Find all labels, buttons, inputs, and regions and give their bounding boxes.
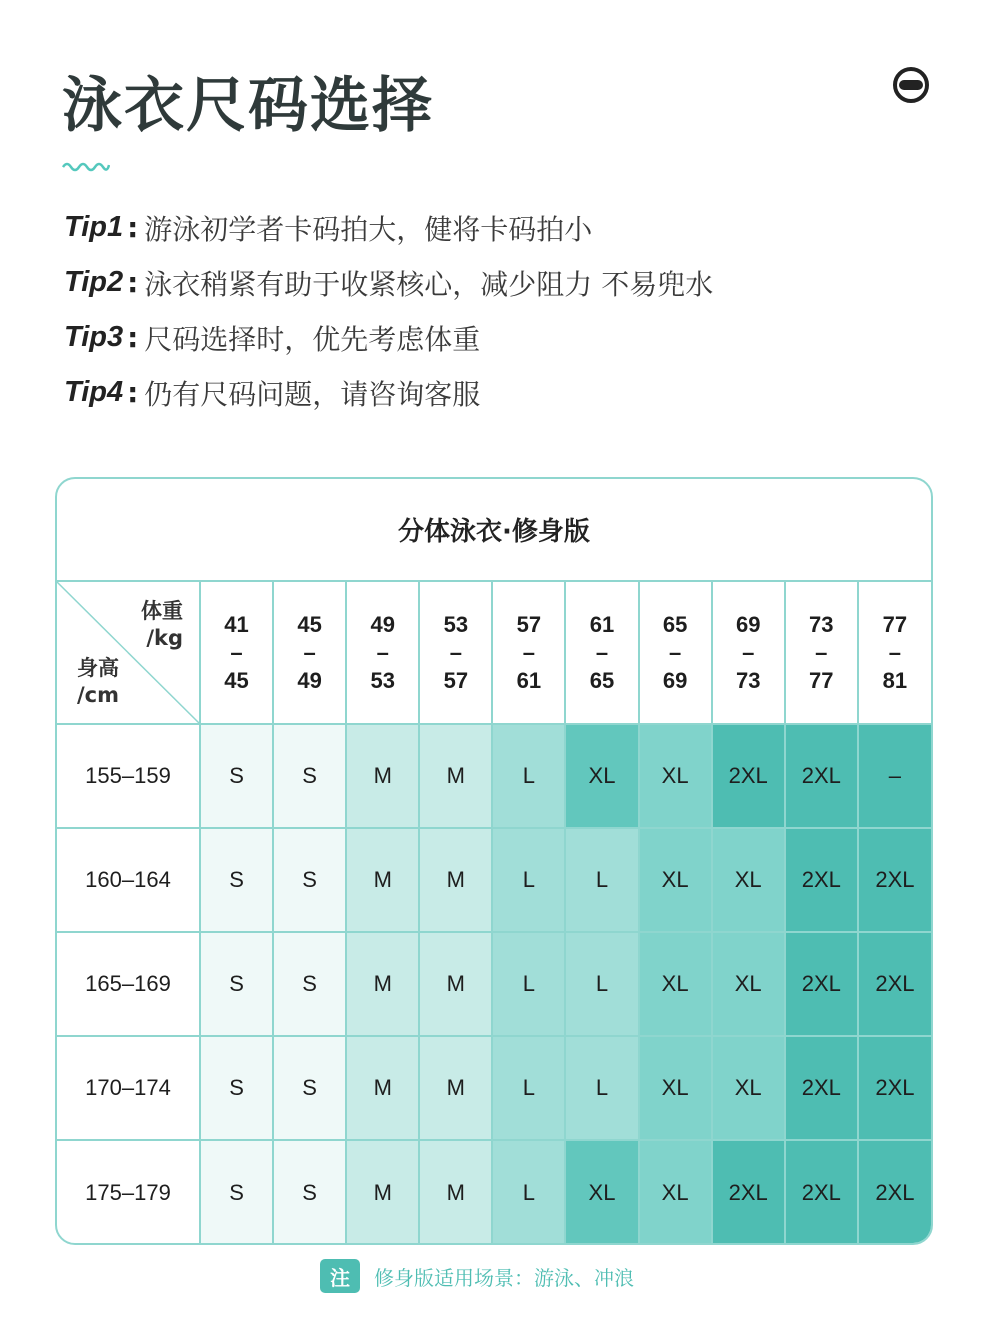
size-cell: L bbox=[492, 724, 565, 828]
tip-text: 尺码选择时，优先考虑体重 bbox=[144, 322, 481, 356]
tip-item: Tip2 : 泳衣稍紧有助于收紧核心，减少阻力 不易兜水 bbox=[64, 255, 713, 310]
weight-range-header: 73 – 77 bbox=[785, 582, 858, 724]
size-cell: S bbox=[200, 932, 273, 1036]
size-cell: S bbox=[273, 932, 346, 1036]
weight-range-header: 61 – 65 bbox=[565, 582, 638, 724]
size-cell: S bbox=[200, 724, 273, 828]
tip-text: 泳衣稍紧有助于收紧核心，减少阻力 不易兜水 bbox=[144, 267, 714, 301]
size-cell: M bbox=[346, 932, 419, 1036]
size-cell: L bbox=[492, 1036, 565, 1140]
size-cell: M bbox=[346, 1036, 419, 1140]
size-cell: XL bbox=[712, 828, 785, 932]
height-range-cell: 165–169 bbox=[57, 932, 200, 1036]
table-row bbox=[57, 1140, 931, 1244]
size-cell: XL bbox=[565, 724, 638, 828]
height-range-cell: 175–179 bbox=[57, 1140, 200, 1244]
table-row bbox=[57, 724, 931, 828]
weight-range-header: 41 – 45 bbox=[200, 582, 273, 724]
size-cell: M bbox=[419, 724, 492, 828]
table-row bbox=[57, 932, 931, 1036]
size-cell: 2XL bbox=[785, 932, 858, 1036]
size-cell: XL bbox=[712, 1036, 785, 1140]
size-cell: 2XL bbox=[785, 1140, 858, 1244]
table-row bbox=[57, 828, 931, 932]
table-row bbox=[57, 1036, 931, 1140]
size-table-card bbox=[55, 477, 933, 1245]
weight-label: 体重 bbox=[141, 599, 183, 623]
tip-text: 仍有尺码问题，请咨询客服 bbox=[144, 377, 481, 411]
height-range-cell: 160–164 bbox=[57, 828, 200, 932]
footnote bbox=[320, 1259, 634, 1293]
size-cell: 2XL bbox=[785, 828, 858, 932]
tips-list bbox=[64, 200, 713, 420]
size-cell: 2XL bbox=[858, 932, 931, 1036]
size-cell: 2XL bbox=[785, 724, 858, 828]
size-cell: S bbox=[273, 1140, 346, 1244]
height-label: 身高 bbox=[77, 656, 119, 680]
weight-range-header: 65 – 69 bbox=[639, 582, 712, 724]
size-cell: XL bbox=[639, 828, 712, 932]
size-cell: M bbox=[346, 724, 419, 828]
tip-item: Tip4 : 仍有尺码问题，请咨询客服 bbox=[64, 365, 713, 420]
size-cell: 2XL bbox=[858, 828, 931, 932]
tip-item: Tip3 : 尺码选择时，优先考虑体重 bbox=[64, 310, 713, 365]
size-cell: XL bbox=[565, 1140, 638, 1244]
weight-header-row bbox=[57, 582, 931, 724]
tip-tag: Tip2 bbox=[64, 266, 124, 298]
size-cell: S bbox=[200, 1036, 273, 1140]
size-cell: S bbox=[200, 1140, 273, 1244]
size-cell: S bbox=[273, 1036, 346, 1140]
size-table-title: 分体泳衣·修身版 bbox=[57, 479, 931, 582]
size-cell: M bbox=[346, 828, 419, 932]
size-cell: L bbox=[492, 828, 565, 932]
size-cell: 2XL bbox=[712, 1140, 785, 1244]
height-unit: /cm bbox=[77, 683, 119, 707]
weight-range-header: 57 – 61 bbox=[492, 582, 565, 724]
size-cell: S bbox=[273, 828, 346, 932]
size-cell: S bbox=[200, 828, 273, 932]
height-range-cell: 170–174 bbox=[57, 1036, 200, 1140]
size-cell: M bbox=[419, 1036, 492, 1140]
size-cell: XL bbox=[639, 1140, 712, 1244]
size-cell: S bbox=[273, 724, 346, 828]
weight-range-header: 69 – 73 bbox=[712, 582, 785, 724]
size-cell: M bbox=[419, 1140, 492, 1244]
height-range-cell: 155–159 bbox=[57, 724, 200, 828]
size-cell: XL bbox=[712, 932, 785, 1036]
goggles-icon bbox=[892, 66, 930, 104]
size-cell: 2XL bbox=[712, 724, 785, 828]
size-cell: XL bbox=[639, 932, 712, 1036]
size-cell: L bbox=[565, 932, 638, 1036]
size-cell: M bbox=[419, 828, 492, 932]
weight-range-header: 49 – 53 bbox=[346, 582, 419, 724]
weight-range-header: 53 – 57 bbox=[419, 582, 492, 724]
corner-cell bbox=[57, 582, 200, 724]
page-title: 泳衣尺码选择 bbox=[62, 71, 434, 141]
tip-item: Tip1 : 游泳初学者卡码拍大，健将卡码拍小 bbox=[64, 200, 713, 255]
size-cell: – bbox=[858, 724, 931, 828]
weight-range-header: 77 – 81 bbox=[858, 582, 931, 724]
wave-icon bbox=[62, 158, 110, 172]
size-cell: XL bbox=[639, 1036, 712, 1140]
size-cell: M bbox=[346, 1140, 419, 1244]
size-cell: L bbox=[565, 828, 638, 932]
size-cell: 2XL bbox=[785, 1036, 858, 1140]
size-cell: L bbox=[565, 1036, 638, 1140]
weight-unit: /kg bbox=[146, 626, 183, 650]
size-cell: 2XL bbox=[858, 1140, 931, 1244]
size-cell: 2XL bbox=[858, 1036, 931, 1140]
size-cell: XL bbox=[639, 724, 712, 828]
size-table bbox=[57, 582, 931, 1244]
tip-tag: Tip4 bbox=[64, 376, 124, 408]
tip-text: 游泳初学者卡码拍大，健将卡码拍小 bbox=[144, 212, 593, 246]
tip-tag: Tip3 bbox=[64, 321, 124, 353]
size-cell: L bbox=[492, 1140, 565, 1244]
note-badge: 注 bbox=[320, 1259, 360, 1293]
size-cell: L bbox=[492, 932, 565, 1036]
note-text: 修身版适用场景：游泳、冲浪 bbox=[374, 1265, 634, 1290]
tip-tag: Tip1 bbox=[64, 211, 124, 243]
size-cell: M bbox=[419, 932, 492, 1036]
weight-range-header: 45 – 49 bbox=[273, 582, 346, 724]
